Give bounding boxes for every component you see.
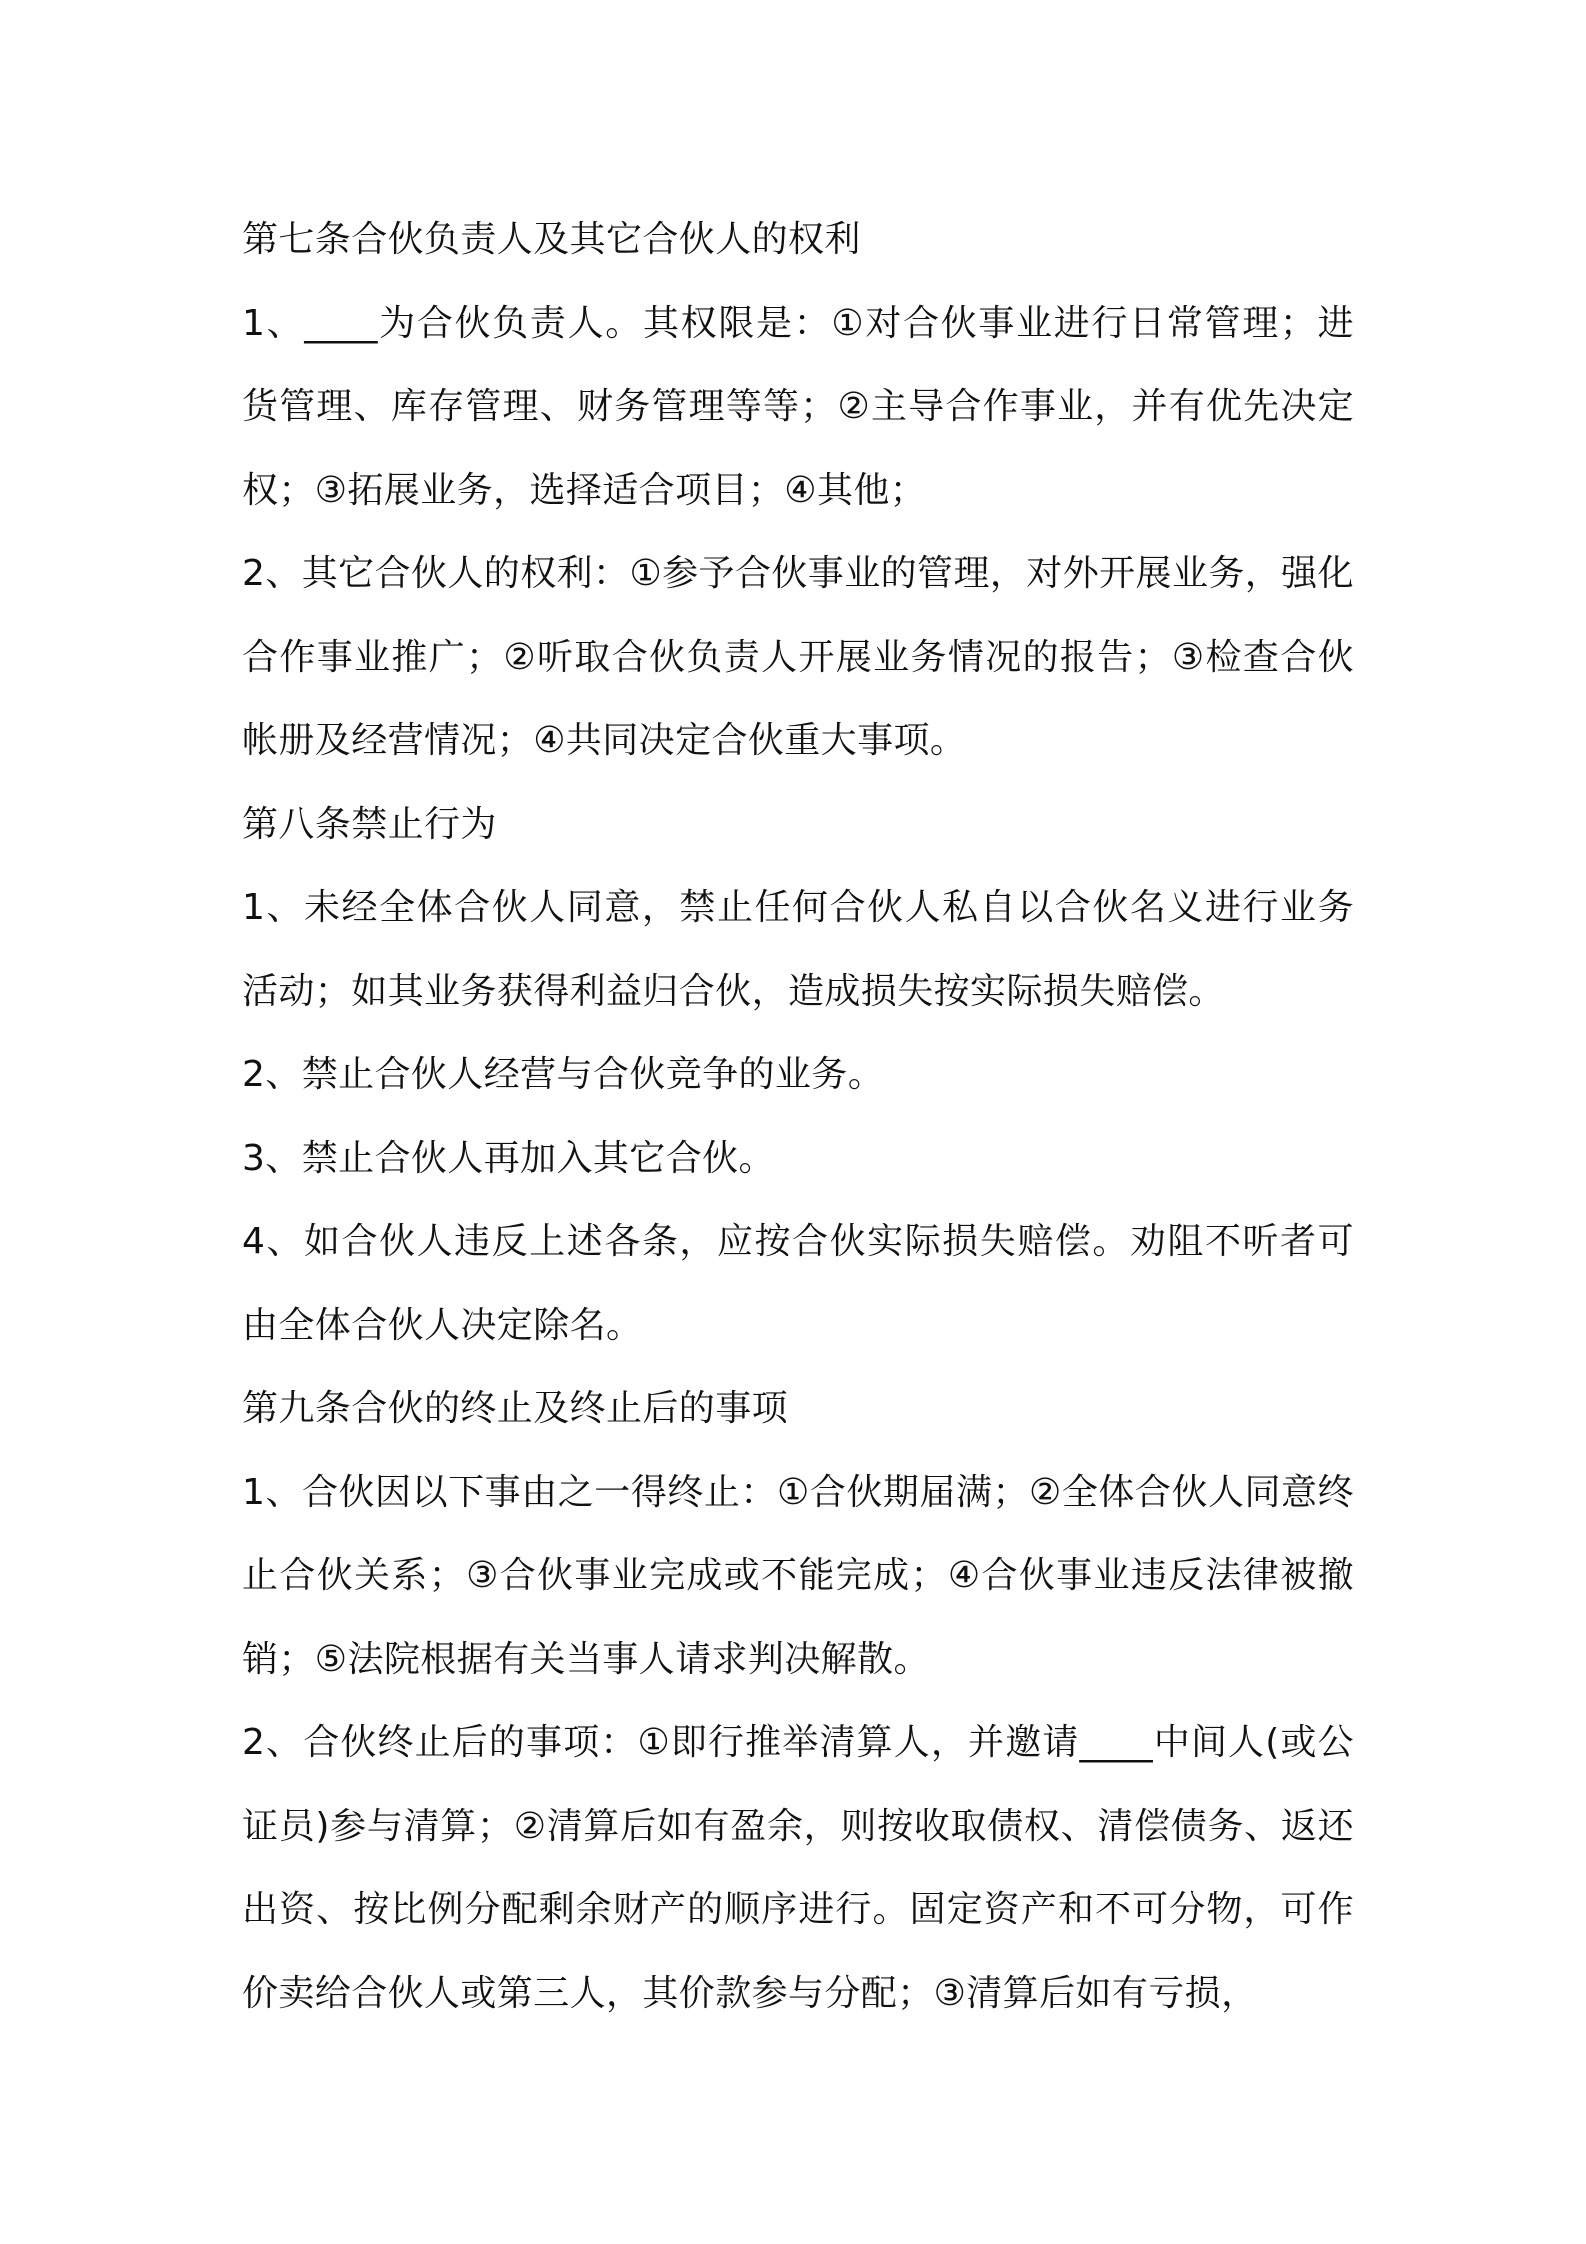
paragraph: 1、未经全体合伙人同意，禁止任何合伙人私自以合伙名义进行业务活动；如其业务获得利益归合伙，造成损失按实际损失赔偿。: [242, 887, 1354, 1012]
paragraph: 2、禁止合伙人经营与合伙竞争的业务。: [242, 1054, 885, 1095]
paragraph: 2、其它合伙人的权利：①参予合伙事业的管理，对外开展业务，强化合作事业推广；②听取合伙负责人开展业务情况的报告；③检查合伙帐册及经营情况；④共同决定合伙重大事项。: [242, 553, 1354, 761]
section-article-9: [242, 1367, 1354, 2035]
paragraph: 2、合伙终止后的事项：①即行推举清算人，并邀请____中间人(或公证员)参与清算；②清算后如有盈余，则按收取债权、清偿债务、返还出资、按比例分配剩余财产的顺序进行。固定资产和不可分物，可作价卖给合伙人或第三人，其价款参与分配；③清算后如有亏损，: [242, 1722, 1354, 2014]
paragraph: 4、如合伙人违反上述各条，应按合伙实际损失赔偿。劝阻不听者可由全体合伙人决定除名。: [242, 1221, 1354, 1346]
section-heading: 第七条合伙负责人及其它合伙人的权利: [242, 219, 861, 260]
section-article-7: [242, 198, 1354, 783]
paragraph: 1、合伙因以下事由之一得终止：①合伙期届满；②全体合伙人同意终止合伙关系；③合伙事业完成或不能完成；④合伙事业违反法律被撤销；⑤法院根据有关当事人请求判决解散。: [242, 1471, 1354, 1680]
section-article-8: [242, 783, 1354, 1368]
section-heading: 第九条合伙的终止及终止后的事项: [242, 1388, 789, 1429]
paragraph: 1、____为合伙负责人。其权限是：①对合伙事业进行日常管理；进货管理、库存管理、财务管理等等；②主导合作事业，并有优先决定权；③拓展业务，选择适合项目；④其他；: [242, 302, 1354, 511]
document-body: [242, 198, 1354, 2035]
section-heading: 第八条禁止行为: [242, 803, 497, 845]
paragraph: 3、禁止合伙人再加入其它合伙。: [242, 1137, 775, 1179]
